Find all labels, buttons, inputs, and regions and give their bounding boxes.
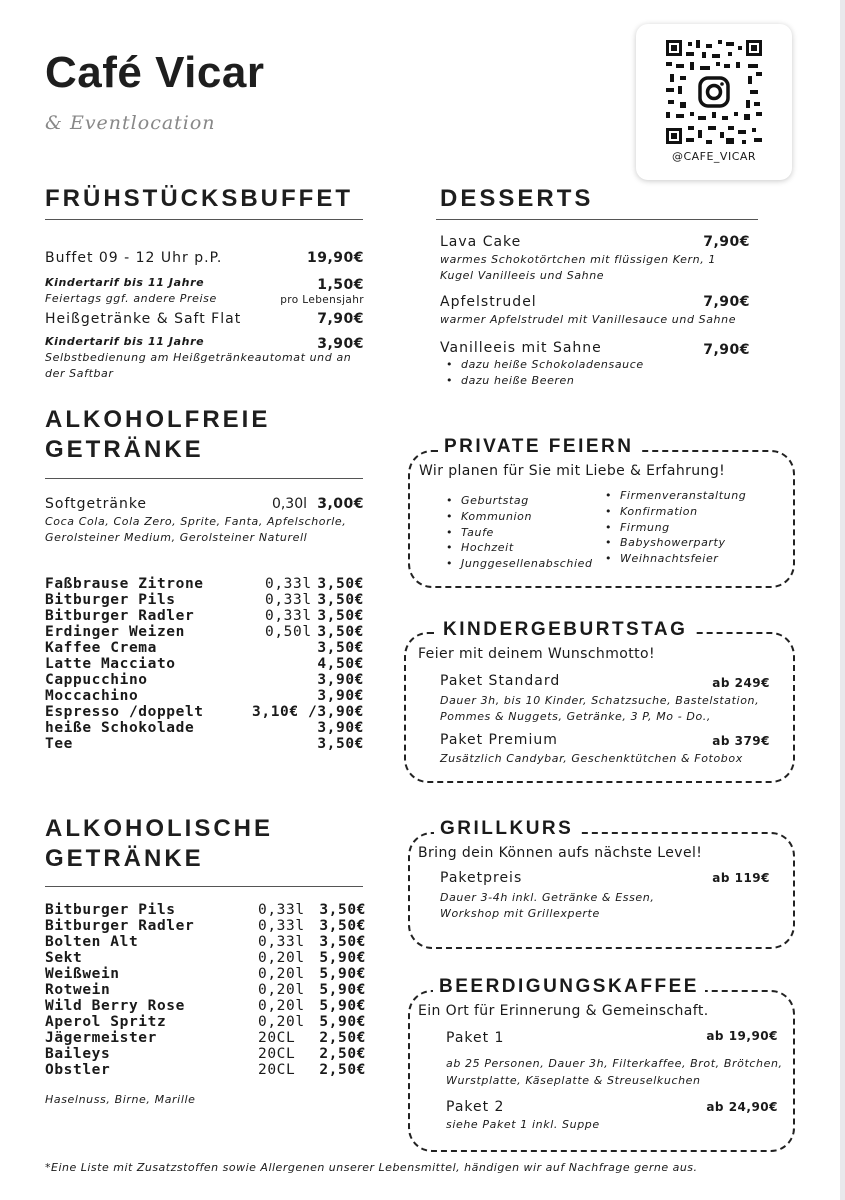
list-item: Aperol Spritz	[45, 1014, 167, 1030]
divider	[436, 219, 758, 220]
volume: 20CL	[258, 1030, 296, 1046]
price: 3,50€	[317, 592, 364, 608]
section-title-beerdigungskaffee: BEERDIGUNGSKAFFEE	[433, 976, 705, 998]
alkoholisch-prices	[319, 902, 366, 1078]
volume: 0,33l	[258, 918, 305, 934]
paket-2-name: Paket 2	[446, 1099, 505, 1115]
volume: 0,20l	[258, 982, 305, 998]
list-item: • Weihnachtsfeier	[605, 551, 746, 567]
list-item: • Junggesellenabschied	[446, 556, 593, 572]
kindertarif-note: Feiertags ggf. andere Preise	[45, 292, 217, 305]
section-title-grillkurs: GRILLKURS	[434, 818, 579, 840]
price: 3,50€	[319, 902, 366, 918]
price: 3,50€	[317, 608, 364, 624]
list-item: Rotwein	[45, 982, 111, 998]
divider	[45, 886, 363, 887]
volume: 0,20l	[258, 966, 305, 982]
section-title-desserts: DESSERTS	[440, 185, 594, 212]
list-item: Espresso /doppelt	[45, 704, 204, 720]
grillkurs-subtitle: Bring dein Können aufs nächste Level!	[418, 845, 703, 861]
paket-premium-desc: Zusätzlich Candybar, Geschenktütchen & Fotobox	[440, 752, 743, 765]
obstler-note: Haselnuss, Birne, Marille	[45, 1093, 196, 1106]
list-item: Obstler	[45, 1062, 111, 1078]
beerdigungskaffee-subtitle: Ein Ort für Erinnerung & Gemeinschaft.	[418, 1003, 709, 1019]
list-item: Faßbrause Zitrone	[45, 576, 204, 592]
list-item: Wild Berry Rose	[45, 998, 185, 1014]
paket-premium-price: ab 379€	[712, 734, 770, 748]
list-item: • dazu heiße Schokoladensauce	[446, 357, 644, 373]
volume: 0,33l	[265, 592, 312, 608]
soft-volume: 0,30l	[271, 496, 307, 512]
kindertarif-flat-label: Kindertarif bis 11 Jahre	[45, 335, 205, 348]
divider	[45, 478, 363, 479]
paket-2-price: ab 24,90€	[706, 1100, 778, 1114]
volume: 0,33l	[265, 608, 312, 624]
price: 3,90€	[317, 672, 364, 688]
list-item: Bitburger Radler	[45, 918, 195, 934]
kindertarif-label: Kindertarif bis 11 Jahre	[45, 276, 205, 289]
lava-cake-desc: warmes Schokotörtchen mit flüssigen Kern, 1 Kugel Vanilleeis und Sahne	[440, 253, 717, 282]
list-item: Bitburger Radler	[45, 608, 195, 624]
price: 3,90€	[317, 720, 364, 736]
price: 3,50€	[317, 624, 364, 640]
brand-title: Café Vicar	[45, 48, 265, 97]
apfelstrudel-price: 7,90€	[703, 294, 750, 310]
divider	[45, 219, 363, 220]
price: 2,50€	[319, 1062, 366, 1078]
price: 3,50€	[319, 918, 366, 934]
kindertarif-price: 1,50€	[317, 277, 364, 293]
brand-subtitle: & Eventlocation	[45, 112, 216, 134]
paket-standard-price: ab 249€	[712, 676, 770, 690]
price: 5,90€	[319, 998, 366, 1014]
vanilleeis-price: 7,90€	[703, 342, 750, 358]
private-feiern-list-left	[446, 493, 593, 572]
list-item: • Firmenveranstaltung	[605, 488, 746, 504]
volume: 0,20l	[258, 998, 305, 1014]
kindertarif-flat-price: 3,90€	[317, 336, 364, 352]
price: 5,90€	[319, 950, 366, 966]
list-item: Bolten Alt	[45, 934, 139, 950]
list-item: Erdinger Weizen	[45, 624, 185, 640]
apfelstrudel-name: Apfelstrudel	[440, 294, 537, 310]
list-item: Tee	[45, 736, 73, 752]
paket-1-desc: ab 25 Personen, Dauer 3h, Filterkaffee, Brot, Brötchen, Wurstplatte, Käseplatte & Streuselkuchen	[446, 1057, 783, 1087]
list-item: • Taufe	[446, 525, 593, 541]
price: 5,90€	[319, 1014, 366, 1030]
volume: 0,33l	[265, 576, 312, 592]
list-item: Latte Macciato	[45, 656, 176, 672]
paket-standard-name: Paket Standard	[440, 673, 561, 689]
alkoholisch-names	[45, 902, 194, 1078]
price: 2,50€	[319, 1046, 366, 1062]
price: 2,50€	[319, 1030, 366, 1046]
instagram-icon	[694, 72, 734, 112]
soft-price: 3,00€	[317, 496, 364, 512]
lava-cake-price: 7,90€	[703, 234, 750, 250]
paketpreis-price: ab 119€	[712, 871, 770, 885]
vanilleeis-name: Vanilleeis mit Sahne	[440, 340, 602, 356]
price: 3,50€	[317, 640, 364, 656]
list-item: Baileys	[45, 1046, 111, 1062]
list-item: Kaffee Crema	[45, 640, 157, 656]
lava-cake-name: Lava Cake	[440, 234, 522, 250]
volume: 20CL	[258, 1046, 296, 1062]
price: 3,50€	[317, 736, 364, 752]
private-feiern-list-right	[605, 488, 746, 567]
list-item: • Firmung	[605, 520, 746, 536]
section-title-kindergeburtstag: KINDERGEBURTSTAG	[437, 619, 693, 641]
volume: 20CL	[258, 1062, 296, 1078]
list-item: Bitburger Pils	[45, 902, 176, 918]
alkoholisch-volumes	[258, 902, 305, 1078]
alkoholfrei-prices	[252, 576, 364, 752]
paket-standard-desc: Dauer 3h, bis 10 Kinder, Schatzsuche, Bastelstation, Pommes & Nuggets, Getränke, 3 P, Mo - Do.,	[440, 694, 760, 723]
buffet-price: 19,90€	[306, 250, 364, 266]
flat-label: Heißgetränke & Saft Flat	[45, 311, 242, 327]
volume: 0,20l	[258, 950, 305, 966]
volume: 0,33l	[258, 934, 305, 950]
volume: 0,33l	[258, 902, 305, 918]
paketpreis-desc: Dauer 3-4h inkl. Getränke & Essen, Workshop mit Grillexperte	[440, 891, 655, 920]
flat-note: Selbstbedienung am Heißgetränkeautomat und an der Saftbar	[45, 351, 352, 380]
price: 5,90€	[319, 966, 366, 982]
soft-label: Softgetränke	[45, 496, 148, 512]
volume: 0,50l	[265, 624, 312, 640]
price: 3,90€	[317, 688, 364, 704]
price: 5,90€	[319, 982, 366, 998]
flat-price: 7,90€	[317, 311, 364, 327]
volume: 0,20l	[258, 1014, 305, 1030]
paket-2-desc: siehe Paket 1 inkl. Suppe	[446, 1118, 600, 1131]
price: 3,10€ /3,90€	[252, 704, 364, 720]
price: 3,50€	[317, 576, 364, 592]
allergen-footnote: *Eine Liste mit Zusatzstoffen sowie Allergenen unserer Lebensmittel, händigen wir auf Nachfrage gerne aus.	[45, 1161, 698, 1174]
list-item: Moccachino	[45, 688, 139, 704]
list-item: • dazu heiße Beeren	[446, 373, 644, 389]
soft-note: Coca Cola, Cola Zero, Sprite, Fanta, Apfelschorle, Gerolsteiner Medium, Gerolsteiner Naturell	[45, 515, 347, 544]
list-item: • Geburtstag	[446, 493, 593, 509]
price: 3,50€	[319, 934, 366, 950]
private-feiern-subtitle: Wir planen für Sie mit Liebe & Erfahrung!	[419, 463, 726, 479]
buffet-label: Buffet 09 - 12 Uhr p.P.	[45, 250, 223, 266]
list-item: • Konfirmation	[605, 504, 746, 520]
paket-1-price: ab 19,90€	[706, 1029, 778, 1043]
paketpreis-name: Paketpreis	[440, 870, 523, 886]
paket-1-name: Paket 1	[446, 1030, 505, 1046]
alkoholfrei-names	[45, 576, 204, 752]
kindertarif-unit: pro Lebensjahr	[280, 294, 364, 306]
apfelstrudel-desc: warmer Apfelstrudel mit Vanillesauce und Sahne	[440, 313, 737, 326]
list-item: • Babyshowerparty	[605, 535, 746, 551]
list-item: • Kommunion	[446, 509, 593, 525]
list-item: Sekt	[45, 950, 83, 966]
list-item: • Hochzeit	[446, 540, 593, 556]
price: 4,50€	[317, 656, 364, 672]
kindergeburtstag-subtitle: Feier mit deinem Wunschmotto!	[418, 646, 655, 662]
qr-code	[666, 40, 762, 144]
list-item: Weißwein	[45, 966, 120, 982]
list-item: Jägermeister	[45, 1030, 157, 1046]
instagram-handle: @CAFE_VICAR	[671, 150, 757, 163]
section-title-alkoholisch: ALKOHOLISCHE GETRÄNKE	[45, 815, 273, 872]
section-title-private-feiern: PRIVATE FEIERN	[438, 436, 639, 458]
list-item: heiße Schokolade	[45, 720, 195, 736]
qr-code-card[interactable]	[636, 24, 792, 180]
vanilleeis-options	[446, 357, 644, 389]
list-item: Bitburger Pils	[45, 592, 176, 608]
list-item: Cappucchino	[45, 672, 148, 688]
section-title-fruehstueck: FRÜHSTÜCKSBUFFET	[45, 185, 353, 212]
section-title-alkoholfrei: ALKOHOLFREIE GETRÄNKE	[45, 406, 271, 463]
paket-premium-name: Paket Premium	[440, 732, 558, 748]
